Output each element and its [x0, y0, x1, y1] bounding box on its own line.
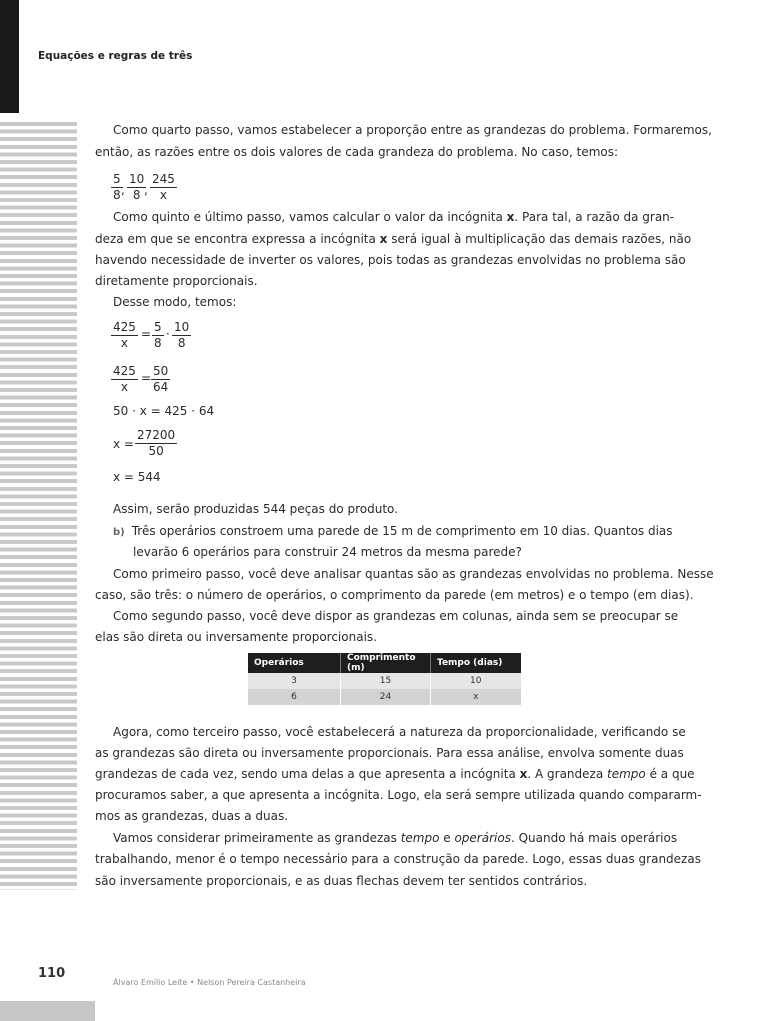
text-span: é a que: [645, 767, 695, 781]
paragraph-line: [95, 764, 695, 785]
table-cell: x: [431, 689, 522, 705]
table-cell: 24: [341, 689, 431, 705]
item-b-line: [113, 521, 673, 543]
numerator: 27200: [137, 428, 176, 442]
text-span: grandezas de cada vez, sendo uma delas a que apresenta a incógnita: [95, 767, 520, 781]
paragraph-line: Como quarto passo, vamos estabelecer a proporção entre as grandezas do problema. Formaremos,: [113, 123, 712, 137]
italic-term: operários: [454, 831, 511, 845]
numerator: 10: [129, 172, 145, 186]
numerator: 425: [113, 320, 136, 334]
eq4-fraction: [136, 428, 176, 459]
numerator: 50: [153, 364, 169, 378]
denominator: 8: [127, 187, 146, 203]
item-label: b): [113, 527, 125, 538]
ratio-245-x: [151, 172, 176, 203]
paragraph-line: [113, 828, 677, 849]
table-header-cell: Tempo (dias): [431, 653, 522, 673]
text-span: . Para tal, a razão da gran-: [514, 210, 675, 224]
page-number: 110: [38, 966, 66, 981]
text-span: será igual à multiplicação das demais razões, não: [387, 232, 692, 246]
numerator: 245: [152, 172, 175, 186]
multiply-dot: ·: [166, 327, 170, 341]
text-span: deza em que se encontra expressa a incógnita: [95, 232, 380, 246]
table-cell: 10: [431, 673, 522, 689]
ratio-separator: ,: [144, 183, 148, 197]
footer-authors: Álvaro Emílio Leite • Nelson Pereira Castanheira: [113, 978, 306, 987]
text-span: Como quinto e último passo, vamos calcular o valor da incógnita: [113, 210, 507, 224]
variable-x: x: [379, 232, 388, 246]
denominator: 8: [154, 336, 162, 350]
paragraph-line: [95, 229, 691, 250]
variable-x: x: [506, 210, 515, 224]
text-span: Vamos considerar primeiramente as grandezas: [113, 831, 401, 845]
eq2-lhs-fraction: [112, 364, 137, 395]
chapter-tab-marker: [0, 0, 19, 113]
table-header-cell: Operários: [248, 653, 341, 673]
italic-term: tempo: [607, 767, 646, 781]
denominator: 50: [135, 443, 177, 459]
equation-lhs: x =: [113, 437, 134, 451]
equals-sign: =: [141, 327, 152, 341]
text-span: e: [439, 831, 455, 845]
numerator: 5: [113, 172, 121, 186]
paragraph-line: [113, 207, 674, 228]
variable-x: x: [519, 767, 528, 781]
item-b-line: levarão 6 operários para construir 24 metros da mesma parede?: [133, 545, 522, 559]
equation-line: 50 · x = 425 · 64: [113, 404, 215, 418]
denominator: x: [111, 379, 138, 395]
side-stripes-decoration: [0, 122, 77, 890]
paragraph-line: Assim, serão produzidas 544 peças do produto.: [113, 502, 398, 516]
eq2-rhs-fraction: [152, 364, 169, 395]
denominator: x: [111, 335, 138, 351]
numerator: 425: [113, 364, 136, 378]
equals-sign: =: [141, 371, 152, 385]
eq1-lhs-fraction: [112, 320, 137, 351]
paragraph-line: trabalhando, menor é o tempo necessário para a construção da parede. Logo, essas duas grandezas: [95, 852, 701, 866]
italic-term: tempo: [400, 831, 440, 845]
footer-bar-decoration: [0, 1001, 95, 1021]
paragraph-line: Como primeiro passo, você deve analisar quantas são as grandezas envolvidas no problema. Nesse: [113, 567, 714, 581]
paragraph-line: caso, são três: o número de operários, o comprimento da parede (em metros) e o tempo (em dias).: [95, 588, 694, 602]
text-span: . Quando há mais operários: [510, 831, 678, 845]
ratio-separator: ,: [121, 183, 125, 197]
paragraph-line: procuramos saber, a que apresenta a incógnita. Logo, ela será sempre utilizada quando compararm-: [95, 788, 702, 802]
text-span: . A grandeza: [527, 767, 608, 781]
table-cell: 3: [248, 673, 341, 689]
paragraph-line: Desse modo, temos:: [113, 295, 237, 309]
running-header: Equações e regras de três: [38, 50, 193, 62]
numerator: 10: [174, 320, 190, 334]
paragraph-line: então, as razões entre os dois valores de cada grandeza do problema. No caso, temos:: [95, 145, 619, 159]
eq1-fraction-a: [153, 320, 163, 351]
paragraph-line: mos as grandezas, duas a duas.: [95, 809, 289, 823]
table-row: [248, 673, 521, 689]
equation-line: x = 544: [113, 470, 161, 484]
denominator: x: [150, 187, 177, 203]
paragraph-line: as grandezas são direta ou inversamente proporcionais. Para essa análise, envolva somente duas: [95, 746, 684, 760]
table-row: [248, 689, 521, 705]
paragraph-line: Como segundo passo, você deve dispor as grandezas em colunas, ainda sem se preocupar se: [113, 609, 679, 623]
text-span: Três operários constroem uma parede de 15 m de comprimento em 10 dias. Quantos dias: [131, 524, 673, 538]
paragraph-line: elas são direta ou inversamente proporcionais.: [95, 630, 377, 644]
denominator: 64: [153, 380, 169, 394]
ratio-10-8: [128, 172, 145, 203]
paragraph-line: havendo necessidade de inverter os valores, pois todas as grandezas envolvidas no problema são: [95, 253, 686, 267]
paragraph-line: diretamente proporcionais.: [95, 274, 258, 288]
table-cell: 6: [248, 689, 341, 705]
paragraph-line: Agora, como terceiro passo, você estabelecerá a natureza da proporcionalidade, verificando se: [113, 725, 686, 739]
denominator: 8: [113, 188, 121, 202]
paragraph-line: são inversamente proporcionais, e as duas flechas devem ter sentidos contrários.: [95, 874, 588, 888]
numerator: 5: [154, 320, 162, 334]
denominator: 8: [172, 335, 191, 351]
eq1-fraction-b: [173, 320, 190, 351]
table-header-cell: Comprimento (m): [341, 653, 431, 673]
table-header-row: [248, 653, 521, 673]
data-table: [248, 653, 522, 705]
table-cell: 15: [341, 673, 431, 689]
